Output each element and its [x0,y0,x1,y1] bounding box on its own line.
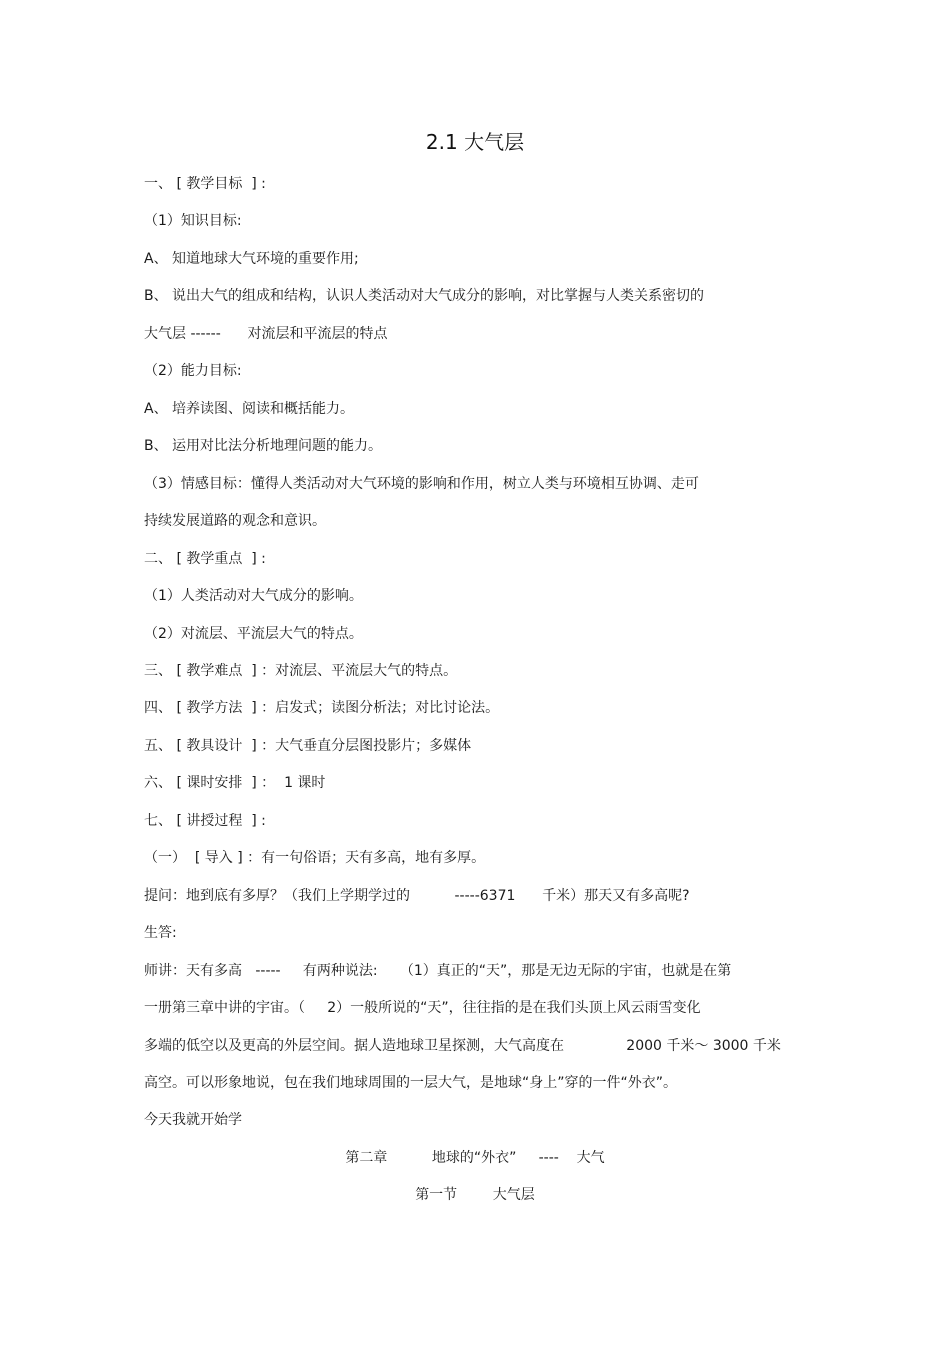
text-line: 七、 [ 讲授过程 ] : [144,813,266,829]
section-heading: 第一节 大气层 [415,1187,535,1203]
text-line: 师讲：天有多高 ----- 有两种说法: （1）真正的“天”，那是无边无际的宇宙，也就是在第 [144,963,732,979]
text-line: B、 说出大气的组成和结构，认识人类活动对大气成分的影响，对比掌握与人类关系密切的 [144,288,705,304]
text-line: 一册第三章中讲的宇宙。（ 2）一般所说的“天”，往往指的是在我们头顶上风云雨雪变化 [144,1000,701,1016]
text-line: 二、 [ 教学重点 ] : [144,551,266,567]
text-line: 三、 [ 教学难点 ] ：对流层、平流层大气的特点。 [144,663,458,679]
text-line: （2）对流层、平流层大气的特点。 [144,626,363,642]
text-line: 四、 [ 教学方法 ] ：启发式；读图分析法；对比讨论法。 [144,700,500,716]
text-line: （1）人类活动对大气成分的影响。 [144,588,363,604]
text-line: A、 知道地球大气环境的重要作用; [144,251,359,267]
text-line: 高空。可以形象地说，包在我们地球周围的一层大气，是地球“身上”穿的一件“外衣”。 [144,1075,678,1091]
text-line: 持续发展道路的观念和意识。 [144,513,326,529]
text-line: A、 培养读图、阅读和概括能力。 [144,401,355,417]
text-line: 六、 [ 课时安排 ] ： 1 课时 [144,775,326,791]
text-line: （3）情感目标：懂得人类活动对大气环境的影响和作用，树立人类与环境相互协调、走可 [144,476,699,492]
text-line: 今天我就开始学 [144,1112,242,1128]
text-line: 五、 [ 教具设计 ] ：大气垂直分层图投影片；多媒体 [144,738,472,754]
text-line: B、 运用对比法分析地理问题的能力。 [144,438,383,454]
text-line: 提问：地到底有多厚？（我们上学期学过的 -----6371 千米）那天又有多高呢? [144,888,690,904]
document-title: 2.1 大气层 [425,130,525,154]
text-line: 多端的低空以及更高的外层空间。据人造地球卫星探测，大气高度在 2000 千米～ 3000 千米 [144,1038,781,1054]
text-line: （2）能力目标: [144,363,242,379]
text-line: 生答: [144,925,177,941]
chapter-heading: 第二章 地球的“外衣” ---- 大气 [345,1150,605,1166]
text-line: （1）知识目标: [144,213,242,229]
text-line: 一、 [ 教学目标 ] : [144,176,266,192]
text-line: （一） [ 导入 ] ：有一句俗语；天有多高，地有多厚。 [144,850,486,866]
text-line: 大气层 ------ 对流层和平流层的特点 [144,326,388,342]
